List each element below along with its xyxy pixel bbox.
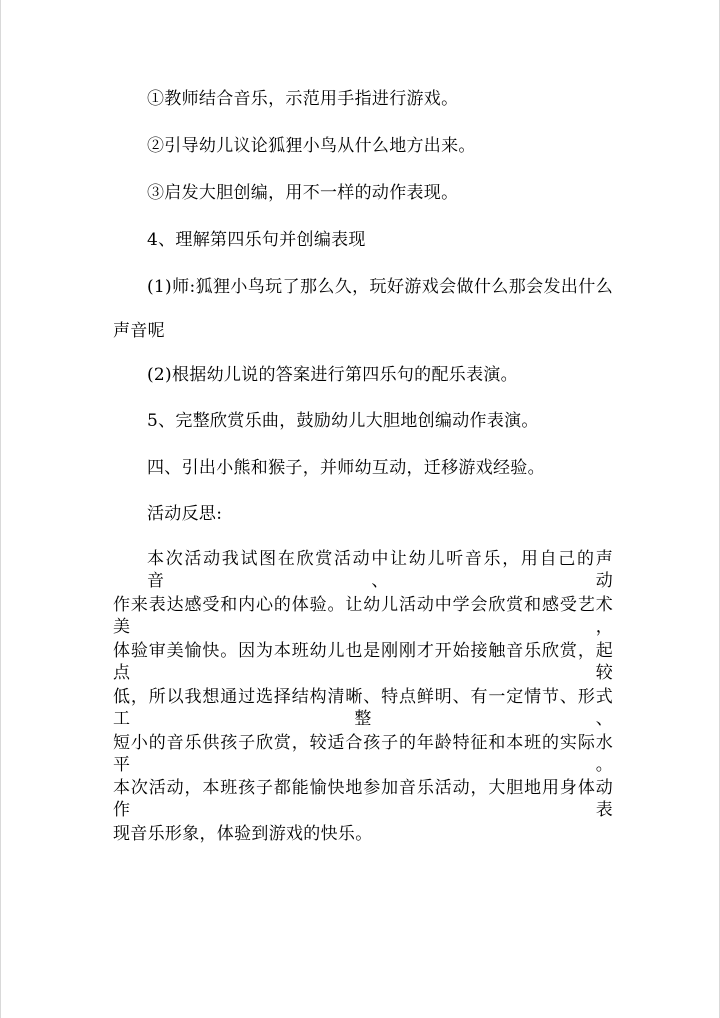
reflection-paragraph-line: 现音乐形象，体验到游戏的快乐。 [113, 824, 373, 844]
item-2-performance: (2)根据幼儿说的答案进行第四乐句的配乐表演。 [147, 365, 518, 385]
reflection-paragraph-line: 本次活动，本班孩子都能愉快地参加音乐活动，大胆地用身体动作表 [113, 778, 613, 820]
reflection-paragraph-line: 低，所以我想通过选择结构清晰、特点鲜明、有一定情节、形式工整、 [113, 687, 613, 729]
section-5-heading: 5、完整欣赏乐曲，鼓励幼儿大胆地创编动作表演。 [147, 411, 539, 431]
reflection-paragraph-line: 本次活动我试图在欣赏活动中让幼儿听音乐，用自己的声音、动 [147, 549, 613, 591]
step-1-demonstrate: ①教师结合音乐，示范用手指进行游戏。 [147, 89, 459, 109]
section-4-heading: 4、理解第四乐句并创编表现 [147, 230, 366, 250]
item-1-question-continued: 声音呢 [113, 321, 165, 341]
reflection-paragraph-line: 作来表达感受和内心的体验。让幼儿活动中学会欣赏和感受艺术美， [113, 595, 613, 637]
reflection-heading: 活动反思: [147, 504, 223, 524]
step-3-create: ③启发大胆创编，用不一样的动作表现。 [147, 183, 459, 203]
reflection-paragraph-line: 体验审美愉快。因为本班幼儿也是刚刚才开始接触音乐欣赏，起点较 [113, 641, 613, 683]
section-four-heading: 四、引出小熊和猴子，并师幼互动，迁移游戏经验。 [147, 458, 545, 478]
item-1-question: (1)师:狐狸小鸟玩了那么久，玩好游戏会做什么那会发出什么 [147, 277, 613, 297]
step-2-discuss: ②引导幼儿议论狐狸小鸟从什么地方出来。 [147, 136, 476, 156]
reflection-paragraph-line: 短小的音乐供孩子欣赏，较适合孩子的年龄特征和本班的实际水平。 [113, 733, 613, 775]
